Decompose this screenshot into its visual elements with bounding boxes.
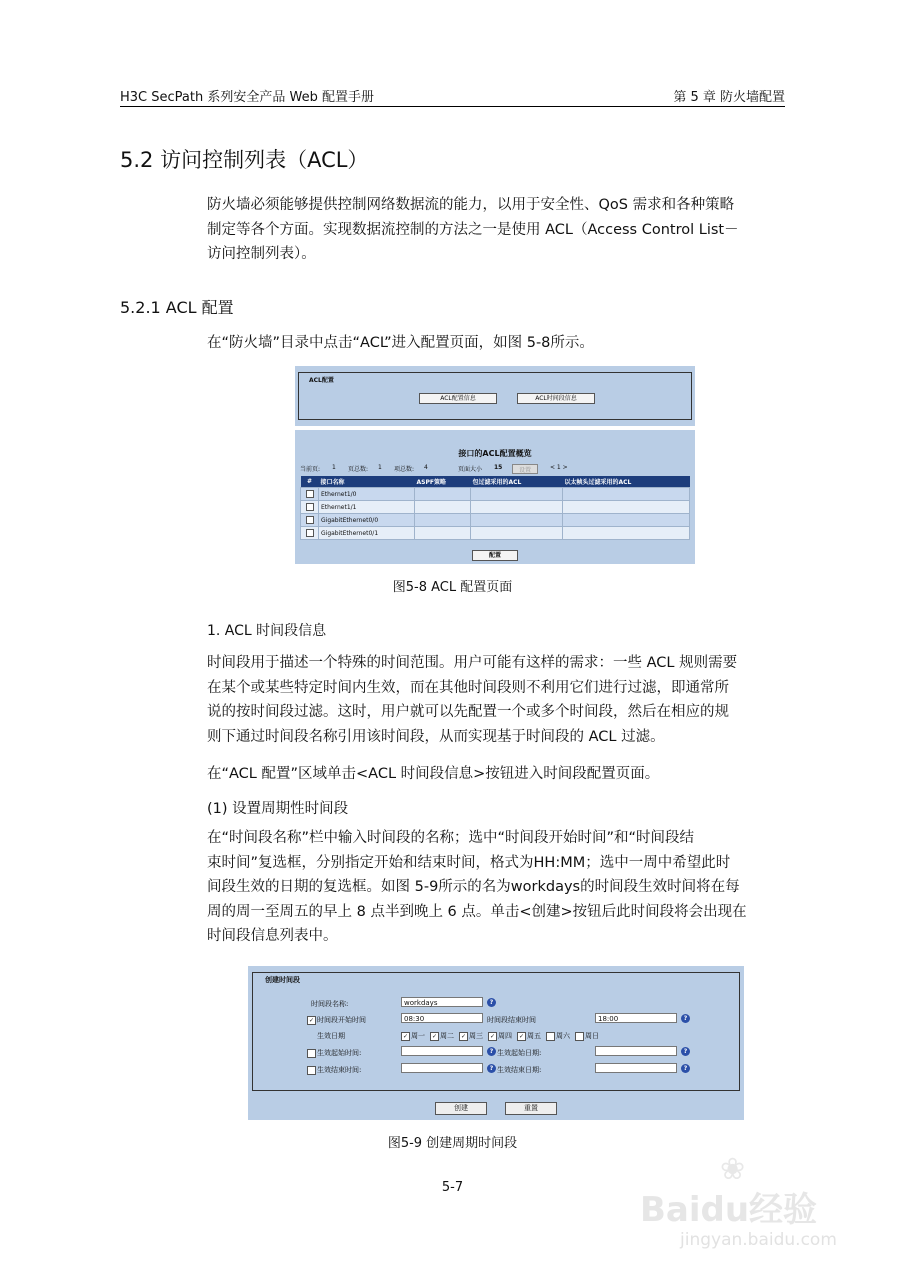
name-label: 时间段名称:: [311, 1000, 349, 1008]
day-label: 周四: [498, 1032, 512, 1040]
section-title: 5.2 访问控制列表（ACL）: [120, 148, 369, 172]
text-line: 防火墙必须能够提供控制网络数据流的能力，以用于安全性、QoS 需求和各种策略: [207, 197, 735, 213]
end-time-input[interactable]: 18:00: [595, 1013, 677, 1023]
help-icon[interactable]: ?: [487, 1047, 496, 1056]
interface-name: Ethernet1/0: [319, 488, 415, 501]
end-date-input[interactable]: [595, 1063, 677, 1073]
acl-time-button[interactable]: ACL时间段信息: [517, 393, 595, 404]
day-option[interactable]: [546, 1032, 570, 1040]
row-checkbox[interactable]: [306, 490, 314, 498]
pages: 1: [378, 464, 382, 471]
begin-time-checkbox[interactable]: [307, 1049, 316, 1058]
watermark-url: jingyan.baidu.com: [680, 1230, 837, 1250]
header-rule: [120, 106, 785, 107]
start-time-checkbox[interactable]: ✓: [308, 1016, 315, 1024]
intro-paragraph: [207, 193, 785, 267]
table-title: 接口的ACL配置概览: [458, 449, 532, 458]
reset-button[interactable]: 重置: [505, 1102, 557, 1115]
text-line: 在“时间段名称”栏中输入时间段的名称；选中“时间段开始时间”和“时间段结: [207, 830, 695, 846]
day-label: 周二: [440, 1032, 454, 1040]
text-line: 说的按时间段过滤。这时，用户就可以先配置一个或多个时间段，然后在相应的规: [207, 704, 729, 720]
header-left: H3C SecPath 系列安全产品 Web 配置手册: [120, 90, 374, 105]
help-icon[interactable]: ?: [681, 1064, 690, 1073]
text-line: 间段生效的日期的复选框。如图 5-9所示的名为workdays的时间段生效时间将在每: [207, 879, 740, 895]
page-nav[interactable]: < 1 >: [550, 464, 568, 471]
item1-click: 在“ACL 配置”区域单击<ACL 时间段信息>按钮进入时间段配置页面。: [207, 766, 660, 782]
col-header: 包过滤采用的ACL: [471, 476, 563, 488]
paw-icon: ❀: [720, 1152, 746, 1187]
watermark-logo: Baidu经验: [640, 1190, 818, 1230]
create-time-range-fieldset: [252, 972, 740, 1091]
name-input[interactable]: workdays: [401, 997, 483, 1007]
row-checkbox[interactable]: [306, 529, 314, 537]
item1-body: [207, 651, 785, 749]
text-line: 在某个或某些特定时间内生效，而在其他时间段则不利用它们进行过滤，即通常所: [207, 679, 729, 696]
day-label: 周日: [585, 1032, 599, 1040]
day-checkbox[interactable]: ✓: [489, 1032, 496, 1040]
end-time-label: 时间段结束时间: [487, 1016, 536, 1024]
fieldset-legend: 创建时间段: [265, 976, 300, 984]
col-header: ASPF策略: [415, 476, 471, 488]
col-header: 以太帧头过滤采用的ACL: [563, 476, 690, 488]
day-option[interactable]: [575, 1032, 599, 1040]
step1-title: (1) 设置周期性时间段: [207, 801, 349, 817]
table-row: [301, 527, 690, 540]
cur-page-label: 当前页:: [300, 466, 321, 473]
acl-config-figure: [295, 366, 695, 564]
day-label: 周五: [527, 1032, 541, 1040]
text-line: 时间段用于描述一个特殊的时间范围。用户可能有这样的需求：一些 ACL 规则需要: [207, 655, 738, 671]
table-row: [301, 514, 690, 527]
interface-name: Ethernet1/1: [319, 501, 415, 514]
begin-date-input[interactable]: [595, 1046, 677, 1056]
text-line: 访问控制列表）。: [207, 246, 316, 262]
help-icon[interactable]: ?: [681, 1014, 690, 1023]
text-line: 则下通过时间段名称引用该时间段，从而实现基于时间段的 ACL 过滤。: [207, 728, 665, 745]
start-time-label: ✓ 时间段开始时间: [308, 1016, 366, 1024]
end-time2-input[interactable]: [401, 1063, 483, 1073]
pager: [300, 464, 690, 474]
day-checkbox[interactable]: ✓: [402, 1032, 409, 1040]
create-time-range-figure: [248, 966, 744, 1120]
page-number: 5-7: [441, 1180, 464, 1195]
days-label: 生效日期: [317, 1032, 345, 1040]
interface-name: GigabitEthernet0/1: [319, 527, 415, 540]
table-row: [301, 501, 690, 514]
figure2-caption: 图5-9 创建周期时间段: [387, 1136, 518, 1151]
acl-config-fieldset: [298, 372, 692, 420]
day-option[interactable]: [488, 1032, 512, 1040]
day-checkboxes: [401, 1031, 604, 1041]
acl-table: [300, 476, 690, 540]
col-header: 接口名称: [319, 476, 415, 488]
day-checkbox[interactable]: [546, 1032, 555, 1041]
config-button[interactable]: 配置: [472, 550, 518, 561]
day-checkbox[interactable]: [575, 1032, 584, 1041]
end-date-label: 生效结束日期:: [497, 1066, 542, 1074]
step1-body: [207, 826, 785, 949]
day-label: 周一: [411, 1032, 425, 1040]
day-label: 周六: [556, 1032, 570, 1040]
help-icon[interactable]: ?: [487, 1064, 496, 1073]
subsection-title: 5.2.1 ACL 配置: [120, 298, 234, 317]
acl-info-button[interactable]: ACL配置信息: [419, 393, 497, 404]
item1-title: 1. ACL 时间段信息: [207, 623, 327, 639]
pages-label: 页总数:: [348, 466, 369, 473]
day-option[interactable]: [459, 1032, 483, 1040]
begin-date-label: 生效起始日期:: [497, 1049, 542, 1057]
day-checkbox[interactable]: ✓: [518, 1032, 525, 1040]
col-header: #: [301, 476, 319, 488]
row-checkbox[interactable]: [306, 516, 314, 524]
day-checkbox[interactable]: ✓: [460, 1032, 467, 1040]
figure1-caption: 图5-8 ACL 配置页面: [392, 580, 513, 595]
day-option[interactable]: [430, 1032, 454, 1040]
text-line: 周的周一至周五的早上 8 点半到晚上 6 点。单击<创建>按钮后此时间段将会出现在: [207, 903, 747, 920]
size-label: 页面大小: [458, 466, 483, 473]
items-label: 项总数:: [394, 466, 415, 473]
interface-name: GigabitEthernet0/0: [319, 514, 415, 527]
day-label: 周三: [469, 1032, 483, 1040]
cur-page: 1: [332, 464, 336, 471]
header-right: 第 5 章 防火墙配置: [673, 90, 785, 105]
watermark: [640, 1152, 870, 1272]
fieldset-legend: ACL配置: [309, 377, 334, 384]
text-line: 束时间”复选框，分别指定开始和结束时间，格式为HH:MM；选中一周中希望此时: [207, 854, 731, 871]
acl-intro: 在“防火墙”目录中点击“ACL”进入配置页面，如图 5-8所示。: [207, 335, 594, 351]
page-size-input[interactable]: 15: [494, 464, 503, 471]
day-option[interactable]: [401, 1032, 425, 1040]
text-line: 时间段信息列表中。: [207, 928, 338, 944]
divider: [295, 426, 695, 430]
table-row: [301, 488, 690, 501]
start-time-input[interactable]: 08:30: [401, 1013, 483, 1023]
day-checkbox[interactable]: ✓: [431, 1032, 438, 1040]
row-checkbox[interactable]: [306, 503, 314, 511]
end-time2-checkbox[interactable]: [307, 1066, 316, 1075]
help-icon[interactable]: ?: [487, 998, 496, 1007]
page-size-set-button[interactable]: 设置: [512, 464, 538, 474]
items: 4: [424, 464, 428, 471]
end-time2-label: 生效结束时间:: [307, 1065, 361, 1075]
begin-time-input[interactable]: [401, 1046, 483, 1056]
begin-time-label: 生效起始时间:: [307, 1048, 361, 1058]
create-button[interactable]: 创建: [435, 1102, 487, 1115]
text-line: 制定等各个方面。实现数据流控制的方法之一是使用 ACL（Access Control List－: [207, 221, 739, 238]
day-option[interactable]: [517, 1032, 541, 1040]
help-icon[interactable]: ?: [681, 1047, 690, 1056]
